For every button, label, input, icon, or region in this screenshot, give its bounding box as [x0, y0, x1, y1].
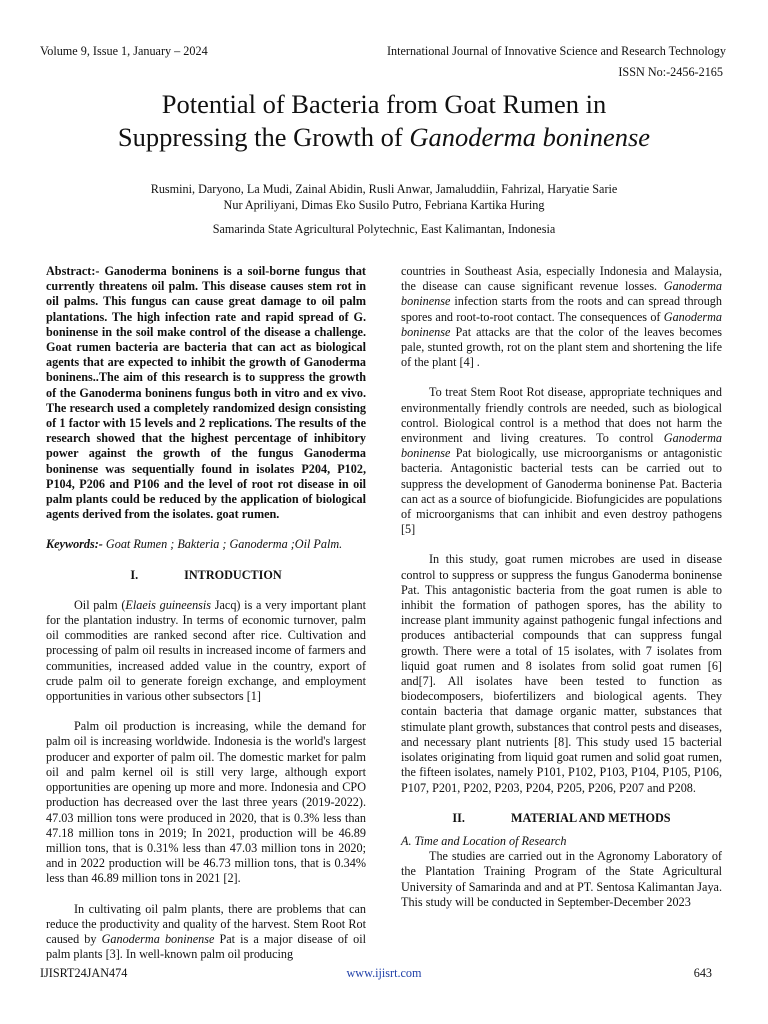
intro-paragraph-4: countries in Southeast Asia, especially Indonesia and Malaysia, the disease can cause significant revenue losses. Ganoderma boninense infection starts from the roots and can spread through spores and root-to-root contact. The consequences of Ganoderma boninense Pat attacks are that the color of the leaves becomes pale, stunted growth, rot on the plant stem and shortening the life of the plant [4] . [401, 264, 722, 370]
intro-paragraph-6: In this study, goat rumen microbes are used in disease control to suppress or suppress the fungus Ganoderma boninense Pat. This antagonistic bacteria from the goat rumen is able to inhibit the formation of pathogen spores, has the ability to increase plant immunity against pathogenic fungal infections and produces antibacterial compounds that can suppress fungal growth. There were a total of 15 isolates, with 7 isolates from liquid goat rumen and 8 isolates from solid goat rumen [6] and[7]. All isolates have been tested to function as biodecomposers, biofertilizers and biological agents. They contain bacteria that damage organic matter, substances that stimulate plant growth, substances that control pests and diseases, and necessary plant nutrients [8]. This study used 15 bacterial isolates originating from liquid goat rumen and solid goat rumen, the fifteen isolates, namely P101, P102, P103, P104, P105, P106, P107, P201, P202, P203, P204, P205, P206, P207 and P208. [401, 552, 722, 795]
article-code: IJISRT24JAN474 [40, 966, 128, 980]
author-list [0, 181, 768, 213]
journal-url[interactable]: www.ijisrt.com [346, 966, 422, 980]
keywords: Keywords:- Goat Rumen ; Bakteria ; Ganoderma ;Oil Palm. [46, 537, 343, 552]
title-line-1: Potential of Bacteria from Goat Rumen in [161, 89, 607, 119]
title-species: Ganoderma boninense [409, 122, 651, 152]
issn: ISSN No:-2456-2165 [618, 65, 723, 79]
intro-paragraph-2: Palm oil production is increasing, while the demand for palm oil is increasing worldwide. Indonesia is the world's largest producer and exporter of palm oil. The domestic market for palm oil and palm kernel oil is still very large, although export opportunities are opening up more and more. Indonesia and CPO production has decreased over the last three years (2019-2022). 47.03 million tons were produced in 2020, that is 0.3% less than 47.18 million tons in 2019; In 2021, production will be 46.89 million tons, that is 0.31% less than 47.03 million tons in 2020; and in 2022 production will be 46.73 million tons, that is 0.34% less than 46.89 million tons in 2021 [2]. [46, 719, 366, 886]
section-heading-introduction: I. INTRODUCTION [130, 567, 282, 582]
subsection-heading-time-location: A. Time and Location of Research [401, 833, 567, 848]
authors-line-2: Nur Apriliyani, Dimas Eko Susilo Putro, Febriana Kartika Huring [223, 198, 545, 212]
title-line-2: Suppressing the Growth of Ganoderma boninense [117, 122, 651, 152]
intro-paragraph-5: To treat Stem Root Rot disease, appropriate techniques and environmentally friendly controls are needed, such as biological control. Biological control is a method that does not harm the environment and living creatures. To control Ganoderma boninense Pat biologically, use microorganisms or antagonistic bacteria. Antagonistic bacterial tests can be carried out to suppress the development of Ganoderma boninense Pat. Bacteria can act as a source of biofungicide. Biofungicides are populations of microorganisms that can inhibit and even destroy pathogens [5] [401, 385, 722, 537]
right-column [401, 264, 722, 910]
intro-paragraph-1: Oil palm (Elaeis guineensis Jacq) is a very important plant for the plantation industry. In terms of economic turnover, palm oil commodities are ranked second after rice. Cultivation and processing of palm oil results in increased income of farmers and communities, increased added value in the country, export of crude palm oil to generate foreign exchange, and employment opportunities in various other subsectors [1] [46, 597, 366, 704]
section-heading-methods: II. MATERIAL AND METHODS [452, 810, 671, 825]
methods-paragraph-1: The studies are carried out in the Agronomy Laboratory of the Plantation Training Program of the State Agricultural University of Samarinda and and at PT. Sentosa Kalimantan Jaya. This study will be conducted in September-December 2023 [401, 849, 722, 909]
paper-title [0, 88, 768, 154]
left-column [46, 264, 366, 962]
page-number: 643 [693, 966, 712, 980]
abstract: Abstract:- Ganoderma boninens is a soil-borne fungus that currently threatens oil palm. This disease causes stem rot in oil palms. This fungus can cause great damage to oil palm plantations. The high infection rate and rapid spread of G. boninense in the soil make control of the disease a challenge. Goat rumen bacteria are bacteria that can act as biological agents that are expected to inhibit the growth of Ganoderma boninens..The aim of this research is to suppress the growth of the Ganoderma boninens fungus both in vitro and ex vivo. The research used a completely randomized design consisting of 1 factor with 15 levels and 2 replications. The results of the research showed that the highest percentage of inhibitory power against the growth of the fungus Ganoderma boninense was sequentially found in isolates P204, P102, P104, P206 and P106 and the level of root rot disease in oil palm plants could be reduced by the application of biological agents derived from the isolates. goat rumen. [46, 264, 366, 522]
journal-name: International Journal of Innovative Science and Research Technology [386, 44, 726, 58]
intro-paragraph-3: In cultivating oil palm plants, there are problems that can reduce the productivity and quality of the harvest. Stem Root Rot caused by Ganoderma boninense Pat is a major disease of oil palm plants [3]. In well-known palm oil producing [46, 901, 366, 962]
volume-issue: Volume 9, Issue 1, January – 2024 [40, 44, 208, 58]
affiliation: Samarinda State Agricultural Polytechnic, East Kalimantan, Indonesia [212, 222, 556, 236]
authors-line-1: Rusmini, Daryono, La Mudi, Zainal Abidin, Rusli Anwar, Jamaluddiin, Fahrizal, Haryatie Sarie [150, 182, 618, 196]
